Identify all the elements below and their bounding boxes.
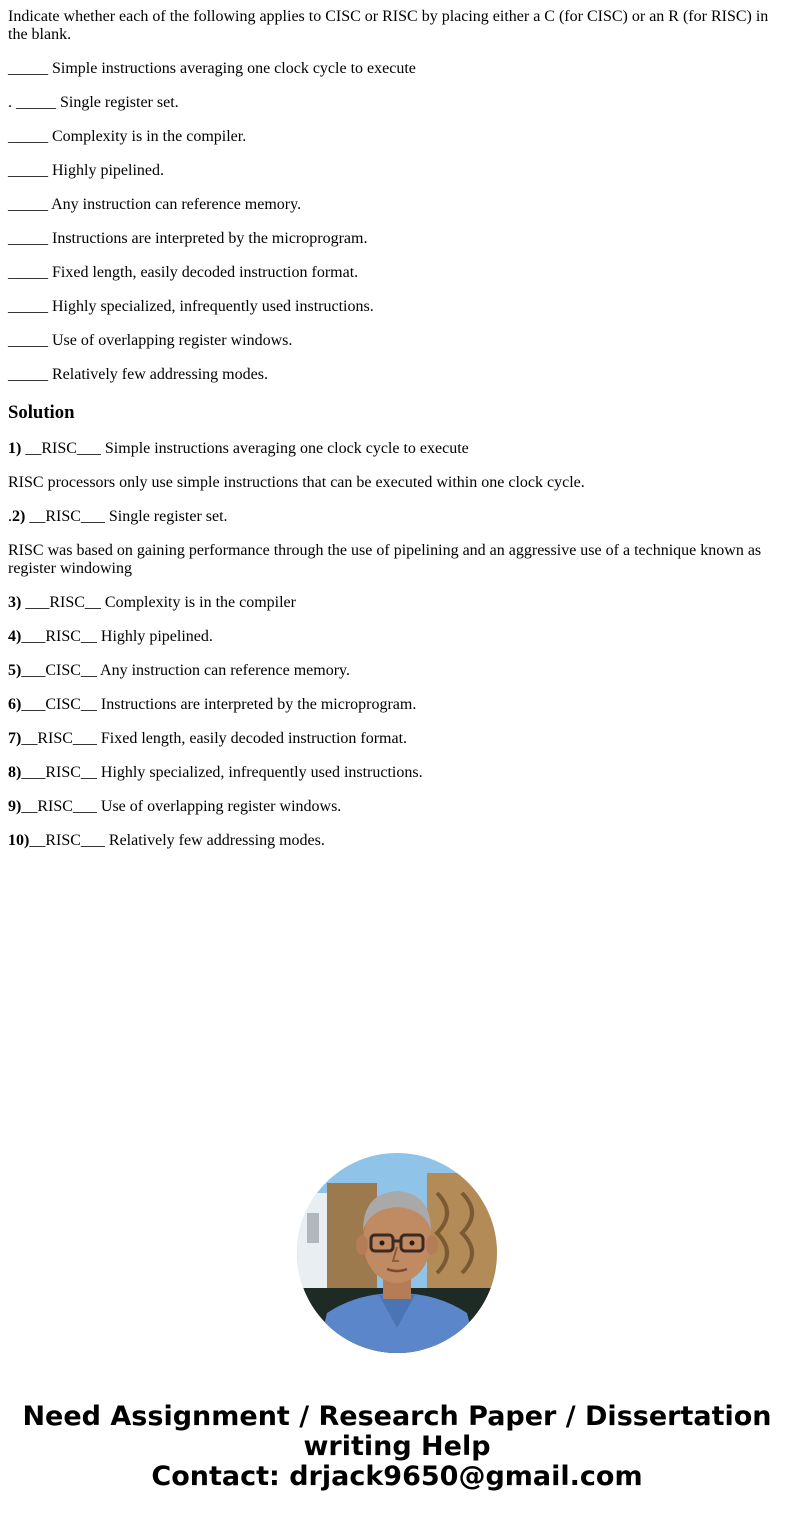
answer-line — [8, 440, 778, 458]
author-avatar — [297, 1153, 497, 1353]
answer-number: 4) — [8, 628, 22, 645]
answer-text: __RISC___ Use of overlapping register windows. — [21, 798, 342, 815]
portrait-ear — [426, 1235, 438, 1255]
answer-number: 9) — [8, 798, 22, 815]
answer-line — [8, 696, 778, 714]
answer-number: 8) — [8, 764, 22, 781]
answer-text: __RISC___ Fixed length, easily decoded instruction format. — [21, 730, 408, 747]
contact-email: Contact: drjack9650@gmail.com — [151, 1461, 643, 1492]
solution-heading: Solution — [8, 402, 75, 423]
answer-prefix: . — [8, 508, 12, 525]
portrait-window-frame — [307, 1213, 319, 1243]
portrait-eye — [380, 1241, 385, 1246]
question-item: _____ Highly specialized, infrequently used instructions. — [8, 298, 374, 315]
answer-text: __RISC___ Single register set. — [25, 508, 228, 525]
answer-note: RISC was based on gaining performance through the use of pipelining and an aggressive use of a technique known as register windowing — [8, 542, 762, 577]
question-item: _____ Instructions are interpreted by the microprogram. — [8, 230, 368, 247]
portrait-ear — [356, 1235, 368, 1255]
question-item: _____ Highly pipelined. — [8, 162, 164, 179]
question-item: . _____ Single register set. — [8, 94, 179, 111]
answer-line — [8, 508, 778, 526]
footer-line: writing Help — [303, 1431, 491, 1462]
question-item: _____ Complexity is in the compiler. — [8, 128, 247, 145]
answer-text: __RISC___ Relatively few addressing modes. — [29, 832, 325, 849]
answer-text: ___RISC__ Complexity is in the compiler — [21, 594, 296, 611]
question-item: _____ Simple instructions averaging one clock cycle to execute — [8, 60, 416, 77]
answer-line — [8, 764, 778, 782]
answer-number: 10) — [8, 832, 30, 849]
promo-footer — [0, 1402, 794, 1492]
question-intro: Indicate whether each of the following applies to CISC or RISC by placing either a C (for CISC) or an R (for RISC) in the blank. — [8, 8, 769, 43]
answer-line — [8, 798, 778, 816]
answer-note: RISC processors only use simple instructions that can be executed within one clock cycle. — [8, 474, 585, 491]
answer-line — [8, 594, 778, 612]
answer-text: __RISC___ Simple instructions averaging one clock cycle to execute — [21, 440, 469, 457]
answer-line — [8, 730, 778, 748]
answer-number: 3) — [8, 594, 22, 611]
answer-number: 1) — [8, 440, 22, 457]
answer-text: ___CISC__ Instructions are interpreted by the microprogram. — [21, 696, 417, 713]
answer-number: 5) — [8, 662, 22, 679]
answer-line — [8, 832, 778, 850]
question-item: _____ Fixed length, easily decoded instruction format. — [8, 264, 359, 281]
answer-text: ___RISC__ Highly pipelined. — [21, 628, 213, 645]
question-item: _____ Any instruction can reference memory. — [8, 196, 302, 213]
question-item: _____ Use of overlapping register windows. — [8, 332, 293, 349]
answer-number: 6) — [8, 696, 22, 713]
answer-text: ___RISC__ Highly specialized, infrequently used instructions. — [21, 764, 423, 781]
answer-text: ___CISC__ Any instruction can reference memory. — [21, 662, 350, 679]
answer-number: 2) — [12, 508, 26, 525]
answer-line — [8, 662, 778, 680]
portrait-eye — [410, 1241, 415, 1246]
answer-line — [8, 628, 778, 646]
answer-number: 7) — [8, 730, 22, 747]
document-body — [8, 8, 778, 866]
portrait-illustration — [297, 1153, 497, 1353]
footer-line: Need Assignment / Research Paper / Dissertation — [22, 1401, 772, 1432]
question-item: _____ Relatively few addressing modes. — [8, 366, 268, 383]
